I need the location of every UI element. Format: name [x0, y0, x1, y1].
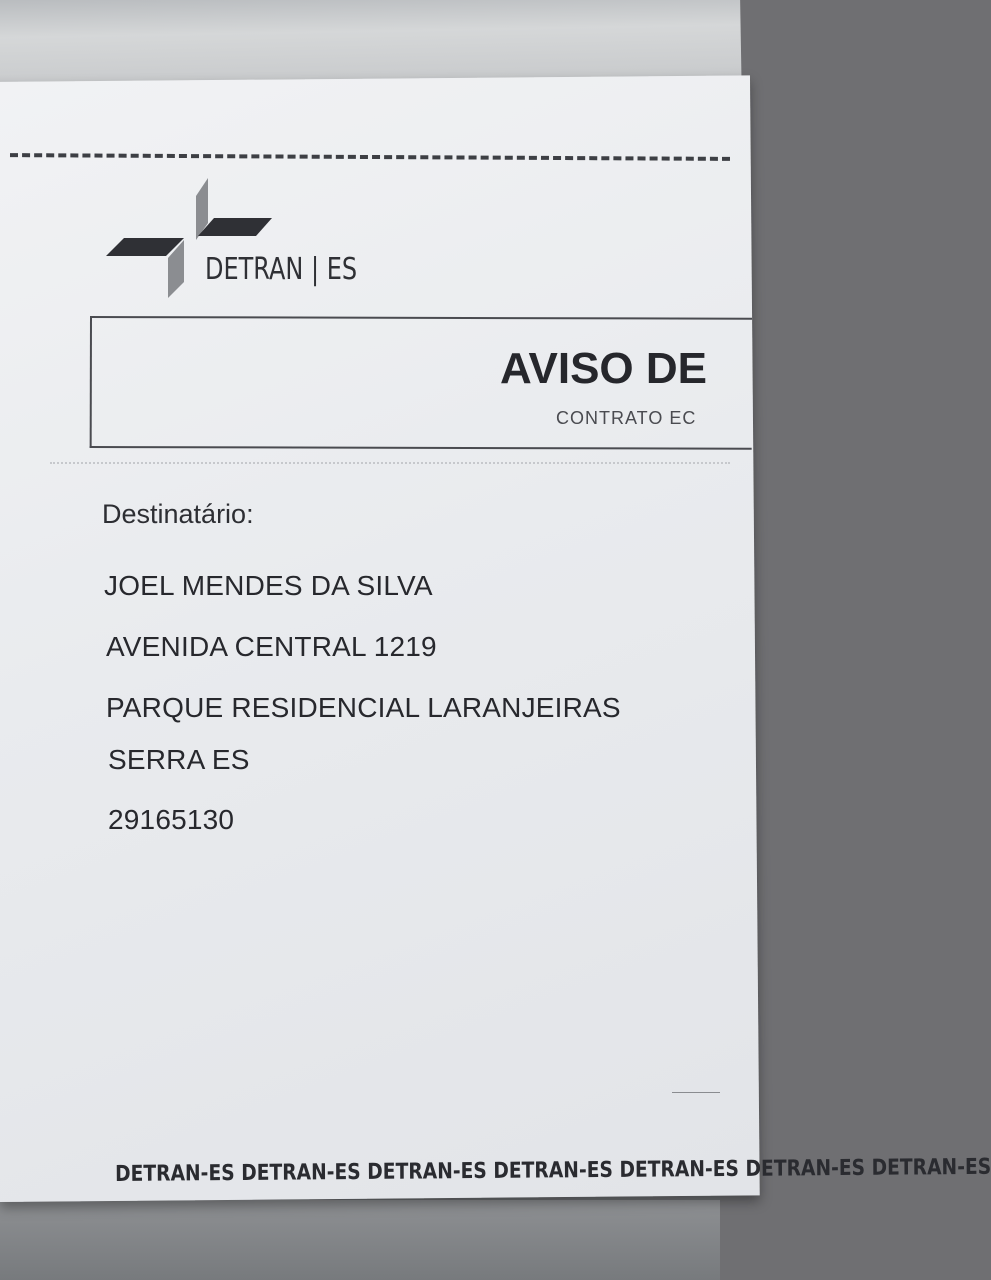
margin-mark [672, 1092, 720, 1093]
recipient-postal-code: 29165130 [108, 804, 235, 835]
recipient-city-state: SERRA ES [108, 744, 250, 775]
separator [50, 462, 730, 464]
footer-security-band: DETRAN-ES DETRAN-ES DETRAN-ES DETRAN-ES DETRAN-ES DETRAN-ES DETRAN-ES [115, 1154, 991, 1187]
background-surface [0, 1200, 720, 1280]
recipient-label: Destinatário: [102, 499, 254, 529]
recipient-neighborhood: PARQUE RESIDENCIAL LARANJEIRAS [106, 692, 621, 723]
recipient-street: AVENIDA CENTRAL 1219 [106, 631, 437, 662]
page-subtitle: CONTRATO EC [556, 408, 697, 428]
recipient-name: JOEL MENDES DA SILVA [104, 570, 433, 601]
logo-text: DETRAN | ES [205, 252, 358, 287]
page-title: AVISO DE [500, 344, 708, 393]
